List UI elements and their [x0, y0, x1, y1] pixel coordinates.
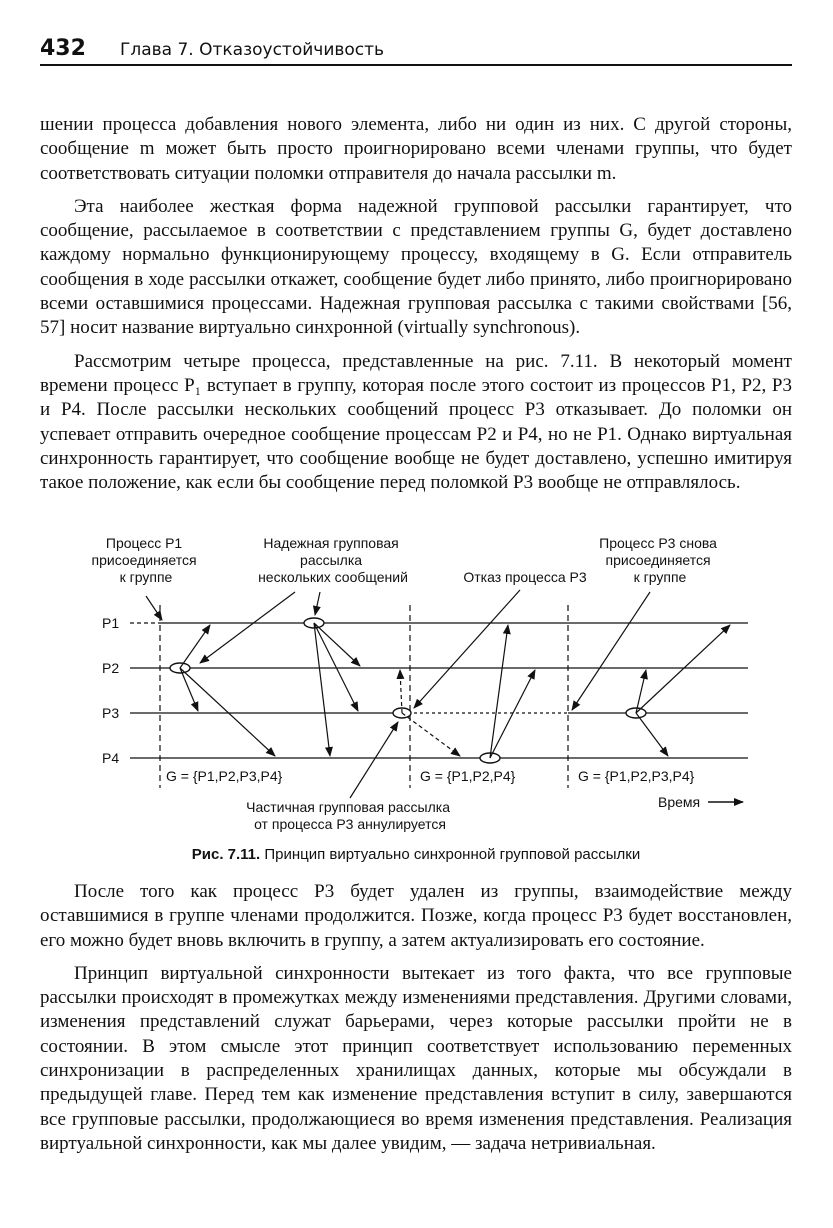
group-view-3: G = {P1,P2,P3,P4} [578, 768, 695, 784]
pointer-reliable-multicast-a [200, 592, 295, 663]
label-time: Время [658, 794, 701, 810]
label-p3-rejoins: Процесс P3 снова присоединяется к группе [599, 535, 717, 585]
pointer-p3-rejoins [572, 592, 650, 710]
paragraph-2: Эта наиболее жесткая форма надежной групповой рассылки гарантирует, что сообщение, рассылаемое в соответствии с представлением группы G, будет доставлено каждому нормально функционирующему процессу, входящему в G. Если отправитель сообщения в ходе рассылки откажет, сообщение будет либо принято, либо проигнорировано всеми оставшимися процессами. Надежная групповая рассылка с такими свойствами [56, 57] носит название виртуально синхронной (virtually synchronous). [40, 195, 792, 339]
group-view-1: G = {P1,P2,P3,P4} [166, 768, 283, 784]
process-label-p4: P4 [102, 750, 120, 766]
paragraph-5: Принцип виртуальной синхронности вытекает из того факта, что все групповые рассылки происходят в промежутках между изменениями представления. Другими словами, изменения представлений служат барьерами, через которые рассылки пройти не в состоянии. В этом смысле этот принцип соответствует использованию переменных синхронизации в распределенных хранилищах данных, которые мы обсуждали в предыдущей главе. Перед тем как изменение представления вступит в силу, завершаются все групповые рассылки, продолжающиеся во время изменения представления. Реализация виртуальной синхронности, как мы далее увидим, — задача нетривиальная. [40, 962, 792, 1154]
pointer-reliable-multicast-b [315, 592, 320, 615]
process-label-p3: P3 [102, 705, 120, 721]
figure-virtual-synchrony [80, 530, 760, 840]
caption-text: Принцип виртуально синхронной групповой рассылки [264, 846, 641, 863]
label-p1-joins: Процесс P1 присоединяется к группе [91, 535, 197, 585]
caption-number: Рис. 7.11. [191, 846, 261, 863]
process-label-p2: P2 [102, 660, 120, 676]
paragraph-4: После того как процесс P3 будет удален из группы, взаимодействие между оставшимися в группе членами продолжится. Позже, когда процесс P3 будет восстановлен, его можно будет вновь включить в группу, а затем актуализировать его состояние. [40, 881, 792, 951]
paragraph-3: Рассмотрим четыре процесса, представленные на рис. 7.11. В некоторый момент времени процесс P₁ вступает в группу, которая после этого состоит из процессов P1, P2, P3 и P4. После рассылки нескольких сообщений процесс P3 отказывает. До поломки он успевает отправить очередное сообщение процессам P2 и P4, но не P1. Однако виртуальная синхронность гарантирует, что сообщение вообще не будет доставлено, успешно имитируя такое положение, как если бы сообщение перед поломкой P3 вообще не отправлялось. [40, 350, 792, 494]
figure-caption [40, 846, 792, 863]
chapter-title: Глава 7. Отказоустойчивость [120, 40, 385, 60]
label-partial-multicast: Частичная групповая рассылка от процесса P3 аннулируется [246, 799, 450, 832]
text-block-bottom [40, 880, 792, 1156]
page-header [40, 34, 792, 66]
figure-diagram [80, 530, 760, 840]
pointer-partial-multicast [350, 722, 398, 798]
process-label-p1: P1 [102, 615, 120, 631]
pointer-p3-fails [414, 590, 520, 708]
paragraph-1: шении процесса добавления нового элемента, либо ни один из них. С другой стороны, сообщение m может быть просто проигнорировано всеми членами группы, что будет соответствовать ситуации поломки отправителя до начала рассылки m. [40, 114, 792, 184]
label-p3-fails: Отказ процесса P3 [463, 569, 587, 585]
text-block-top [40, 113, 792, 495]
label-reliable-multicast: Надежная групповая рассылка нескольких сообщений [258, 535, 408, 585]
page-number: 432 [40, 36, 86, 61]
group-view-2: G = {P1,P2,P4} [420, 768, 516, 784]
